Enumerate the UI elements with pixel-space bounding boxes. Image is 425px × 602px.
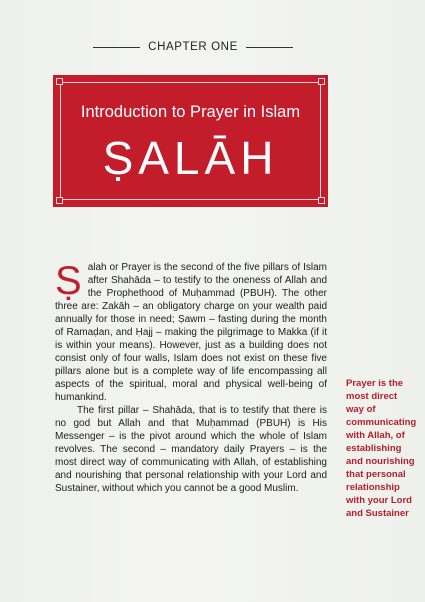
banner-corner-ornament — [318, 197, 325, 204]
banner-corner-ornament — [56, 197, 63, 204]
chapter-rule-right — [246, 47, 293, 48]
chapter-label: CHAPTER ONE — [148, 41, 238, 53]
banner-title: ṢALĀH — [102, 132, 279, 184]
chapter-rule-left — [93, 47, 140, 48]
title-banner — [53, 75, 328, 207]
banner-corner-ornament — [56, 78, 63, 85]
body-text — [55, 261, 327, 495]
banner-subtitle: Introduction to Prayer in Islam — [80, 103, 301, 121]
paragraph-1-text: alah or Prayer is the second of the five pillars of Islam after Shahāda – to testify to the oneness of Allah and the Prophethood of Muḥammad (PBUH). The other three are: Zakāh – an obligatory charge on your wealth paid annually for those in need; Ṣawm – fasting during the month of Ramaḍan, and Ḥajj – making the pilgrimage to Makka (if it is within your means). However, just as a building does not consist only of four walls, Islam does not exist on these five pillars alone but is a complete way of life encompassing all aspects of the spiritual, moral and physical well-being of humankind. — [55, 262, 327, 403]
sidebar-pull-quote: Prayer is the most direct way of communicating with Allah, of establishing and nourishing that personal relationship with your Lord and Sustainer — [346, 378, 417, 519]
chapter-heading — [93, 40, 293, 54]
drop-cap: Ṣ — [55, 259, 82, 303]
banner-corner-ornament — [318, 78, 325, 85]
paragraph-2: The first pillar – Shahāda, that is to testify that there is no god but Allah and that Muḥammad (PBUH) is His Messenger – is the pivot around which the whole of Islam revolves. The second – mandatory daily Prayers – is the most direct way of communicating with Allah, of establishing and nourishing that personal relationship with your Lord and Sustainer, without which you cannot be a good Muslim. — [55, 405, 327, 494]
paragraph-1 — [55, 261, 327, 404]
